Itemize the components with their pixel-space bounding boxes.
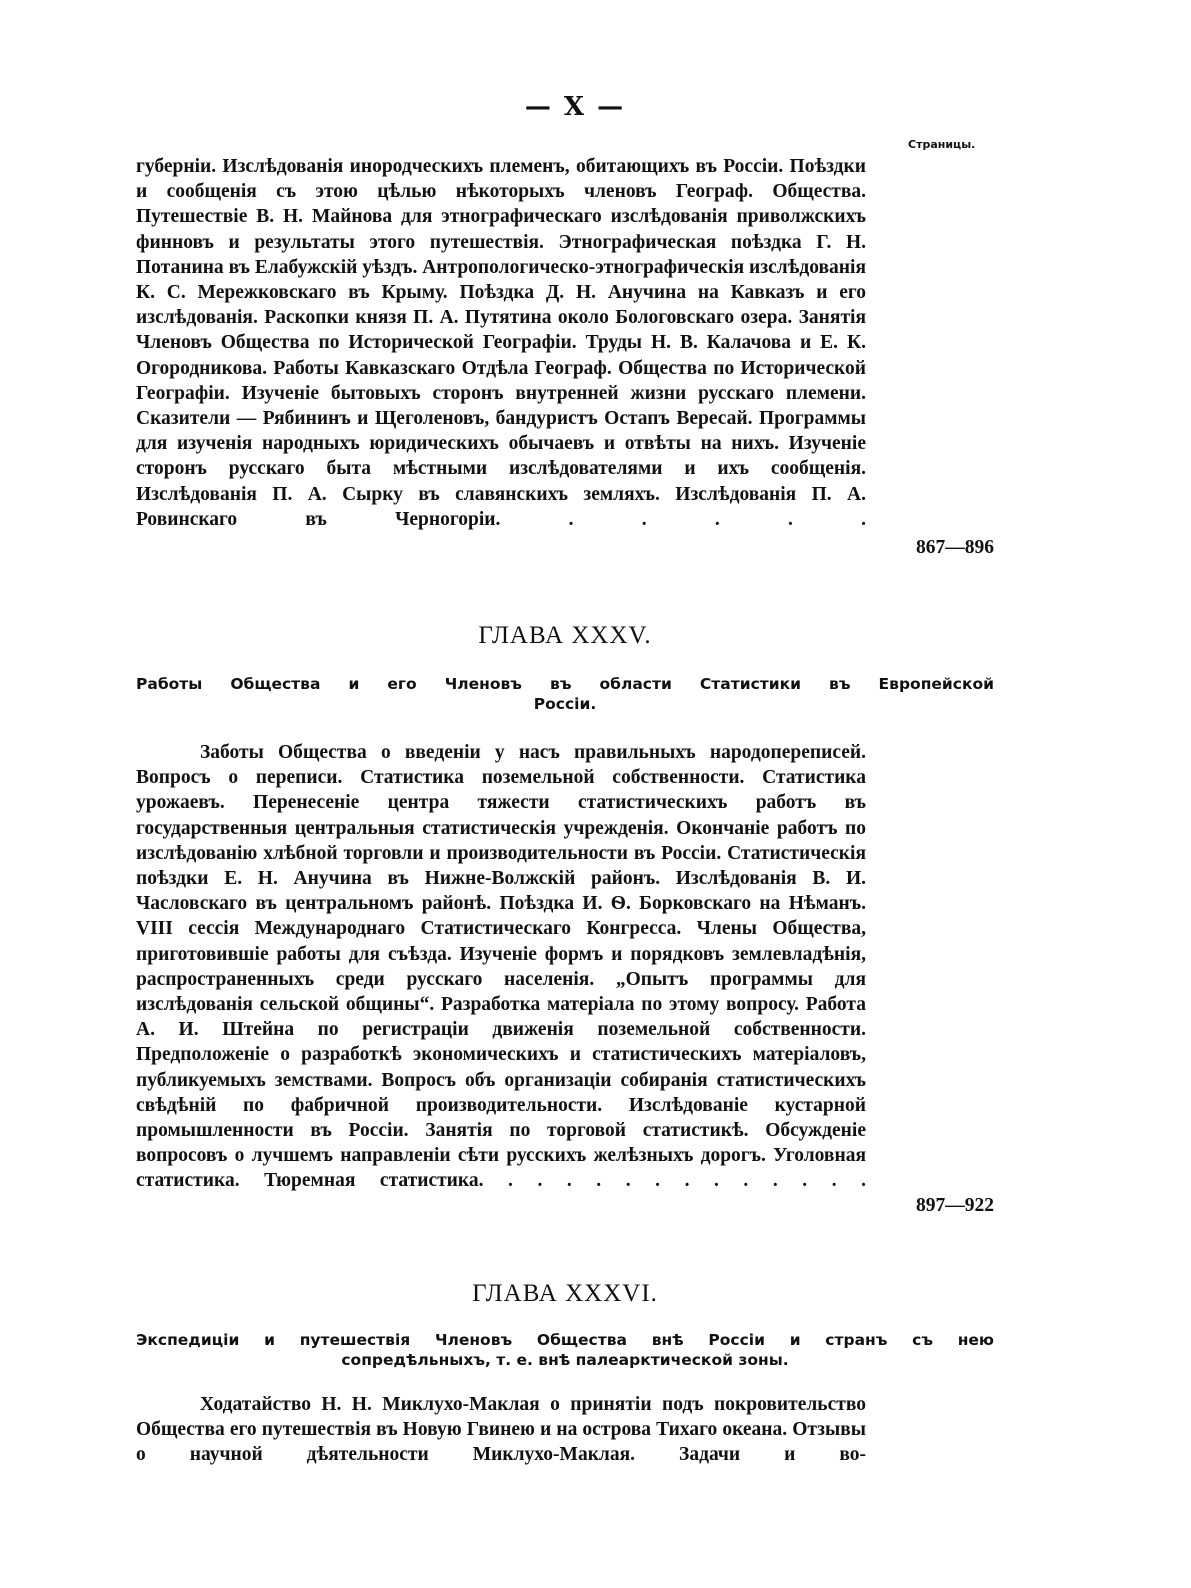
pages-column-header: Страницы. <box>908 138 976 151</box>
chapter-35-text <box>136 740 866 1194</box>
chapter-36-subtitle <box>136 1330 994 1370</box>
chapter-35-subtitle-line-2: Россіи. <box>533 695 597 713</box>
page-number: — X — <box>524 92 626 122</box>
chapter-35-title: ГЛАВА XXXV. <box>478 622 652 649</box>
chapter-36-paragraph: Ходатайство Н. Н. Миклухо-Маклая о принятіи подъ покровительство Общества его путешествія въ Новую Гвинею и на острова Тихаго океана. Отзывы о научной дѣятельности Миклухо-Маклая. Задачи и во- <box>136 1394 866 1466</box>
chapter-35-page-range: 897—922 <box>916 1195 994 1216</box>
chapter-35-subtitle-line-1: Работы Общества и его Членовъ въ области Статистики въ Европейской <box>136 675 994 693</box>
chapter-35-subtitle <box>136 674 994 714</box>
chapter-36-text <box>136 1392 866 1468</box>
chapter-34-paragraph: губерніи. Изслѣдованія инородческихъ племенъ, обитающихъ въ Россіи. Поѣздки и сообщенія съ этою цѣлью нѣкоторыхъ членовъ Географ. Общества. Путешествіе В. Н. Майнова для этнографическаго изслѣдованія приволжскихъ финновъ и результаты этого путешествія. Этнографическая поѣздка Г. Н. Потанина въ Елабужскій уѣздъ. Антропологическо-этнографическія изслѣдованія К. С. Мережковскаго въ Крыму. Поѣздка Д. Н. Анучина на Кавказъ и его изслѣдованія. Раскопки князя П. А. Путятина около Бологовскаго озера. Занятія Членовъ Общества по Исторической Географіи. Труды Н. В. Калачова и Е. К. Огородникова. Работы Кавказскаго Отдѣла Географ. Общества по Исторической Географіи. Изученіе бытовыхъ сторонъ внутренней жизни русскаго племени. Сказители — Рябининъ и Щеголеновъ, бандуристъ Остапъ Вересай. Программы для изученія народныхъ юридическихъ обычаевъ и отвѣты на нихъ. Изученіе сторонъ русскаго быта мѣстными изслѣдователями и ихъ сообщенія. Изслѣдованія П. А. Сырку въ славянскихъ земляхъ. Изслѣдованія П. А. Ровинскаго въ Черногоріи. . . . . . <box>136 156 866 530</box>
chapter-36-subtitle-line-1: Экспедиціи и путешествія Членовъ Общества внѣ Россіи и странъ съ нею <box>136 1331 994 1349</box>
chapter-35-paragraph: Заботы Общества о введеніи у насъ правильныхъ народопереписей. Вопросъ о переписи. Статистика поземельной собственности. Статистика урожаевъ. Перенесеніе центра тяжести статистическихъ работъ въ государственныя центральныя статистическія учрежденія. Окончаніе работъ по изслѣдованію хлѣбной торговли и производительности въ Россіи. Статистическія поѣздки Е. Н. Анучина въ Нижне-Волжскій районъ. Изслѣдованія В. И. Часловскаго въ центральномъ районѣ. Поѣздка И. Ѳ. Борковскаго на Нѣманъ. VIII сессія Международнаго Статистическаго Конгресса. Члены Общества, приготовившіе работы для съѣзда. Изученіе формъ и порядковъ землевладѣнія, распространенныхъ среди русскаго населенія. „Опытъ программы для изслѣдованія сельской общины“. Разработка матеріала по этому вопросу. Работа А. И. Штейна по регистраціи движенія поземельной собственности. Предположеніе о разработкѣ экономическихъ и статистическихъ матеріаловъ, публикуемыхъ земствами. Вопросъ объ организаціи собиранія статистическихъ свѣдѣній по фабричной производительности. Изслѣдованіе кустарной промышленности въ Россіи. Занятія по торговой статистикѣ. Обсужденіе вопросовъ о лучшемъ направленіи сѣти русскихъ желѣзныхъ дорогъ. Уголовная статистика. Тюремная статистика. . . . . . . . . . . . . . <box>136 742 866 1192</box>
chapter-36-title: ГЛАВА XXXVI. <box>472 1280 658 1307</box>
chapter-36-subtitle-line-2: сопредѣльныхъ, т. е. внѣ палеарктической зоны. <box>341 1351 789 1369</box>
chapter-34-page-range: 867—896 <box>916 537 994 558</box>
chapter-34-continuation-text <box>136 154 866 532</box>
